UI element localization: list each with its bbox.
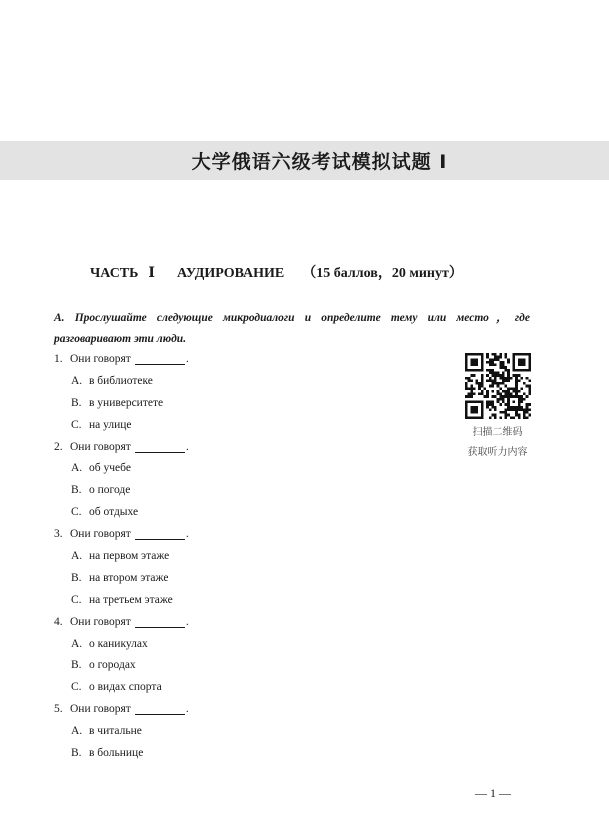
option-letter: С. xyxy=(71,506,82,519)
option-letter: А. xyxy=(71,549,83,562)
qr-code-icon[interactable] xyxy=(465,353,531,419)
option-text: на втором этаже xyxy=(89,571,169,584)
question-list xyxy=(54,348,474,764)
question-stem xyxy=(54,436,474,458)
option-letter: А. xyxy=(71,725,83,738)
option-text: в университете xyxy=(89,396,164,409)
option-text: на первом этаже xyxy=(89,549,170,562)
option-letter: А. xyxy=(71,374,83,387)
page-number: — 1 — xyxy=(475,786,511,800)
title-band xyxy=(0,141,609,180)
answer-option xyxy=(54,414,474,436)
question-period: . xyxy=(185,615,189,628)
question-stem xyxy=(54,348,474,370)
section-name: АУДИРОВАНИЕ xyxy=(176,266,285,281)
section-points: （15 баллов，20 минут） xyxy=(302,266,463,281)
question-period: . xyxy=(185,528,189,541)
page-title: 大学俄语六级考试模拟试题 I xyxy=(191,151,448,173)
question-number: 1. xyxy=(54,352,63,365)
qr-caption-line1: 扫描二维码 xyxy=(472,427,523,438)
option-text: об отдыхе xyxy=(89,506,139,519)
question-text: Они говорят xyxy=(70,703,131,716)
answer-option xyxy=(54,589,474,611)
option-text: в библиотеке xyxy=(89,374,153,387)
answer-blank xyxy=(135,616,185,628)
answer-option xyxy=(54,392,474,414)
part-heading xyxy=(90,262,463,282)
answer-option xyxy=(54,654,474,676)
option-text: о городах xyxy=(89,659,136,672)
question-text: Они говорят xyxy=(70,528,131,541)
option-text: в больнице xyxy=(89,746,144,759)
answer-option xyxy=(54,633,474,655)
option-text: об учебе xyxy=(89,462,131,475)
answer-option xyxy=(54,676,474,698)
option-text: в читальне xyxy=(89,725,142,738)
answer-blank xyxy=(135,441,185,453)
option-letter: А. xyxy=(71,462,83,475)
question-number: 2. xyxy=(54,440,63,453)
question-number: 3. xyxy=(54,528,63,541)
answer-option xyxy=(54,742,474,764)
part-roman-numeral: Ⅰ xyxy=(148,266,155,281)
answer-option xyxy=(54,457,474,479)
question-period: . xyxy=(185,703,189,716)
qr-caption-line2: 获取听力内容 xyxy=(467,447,528,458)
option-letter: В. xyxy=(71,571,82,584)
option-letter: В. xyxy=(71,659,82,672)
answer-option xyxy=(54,479,474,501)
option-text: о погоде xyxy=(89,484,131,497)
answer-option xyxy=(54,567,474,589)
question-stem xyxy=(54,611,474,633)
question-period: . xyxy=(185,440,189,453)
answer-blank xyxy=(135,528,185,540)
answer-blank xyxy=(135,703,185,715)
answer-blank xyxy=(135,353,185,365)
question-text: Они говорят xyxy=(70,615,131,628)
part-label: ЧАСТЬ xyxy=(90,266,139,281)
option-letter: А. xyxy=(71,637,83,650)
answer-option xyxy=(54,501,474,523)
question-number: 5. xyxy=(54,703,63,716)
option-text: на улице xyxy=(89,418,132,431)
option-text: на третьем этаже xyxy=(89,593,173,606)
qr-block xyxy=(450,353,545,463)
option-letter: С. xyxy=(71,681,82,694)
answer-option xyxy=(54,370,474,392)
option-text: о каникулах xyxy=(89,637,148,650)
option-letter: С. xyxy=(71,593,82,606)
question-text: Они говорят xyxy=(70,440,131,453)
section-instruction: А. Прослушайте следующие микродиалоги и определите тему или место，где разговаривают эти люди. xyxy=(54,312,530,345)
option-letter: В. xyxy=(71,484,82,497)
question-stem xyxy=(54,523,474,545)
answer-option xyxy=(54,545,474,567)
question-stem xyxy=(54,698,474,720)
answer-option xyxy=(54,720,474,742)
question-period: . xyxy=(185,352,189,365)
option-letter: В. xyxy=(71,396,82,409)
question-number: 4. xyxy=(54,615,63,628)
option-text: о видах спорта xyxy=(89,681,162,694)
option-letter: С. xyxy=(71,418,82,431)
question-text: Они говорят xyxy=(70,352,131,365)
option-letter: В. xyxy=(71,746,82,759)
